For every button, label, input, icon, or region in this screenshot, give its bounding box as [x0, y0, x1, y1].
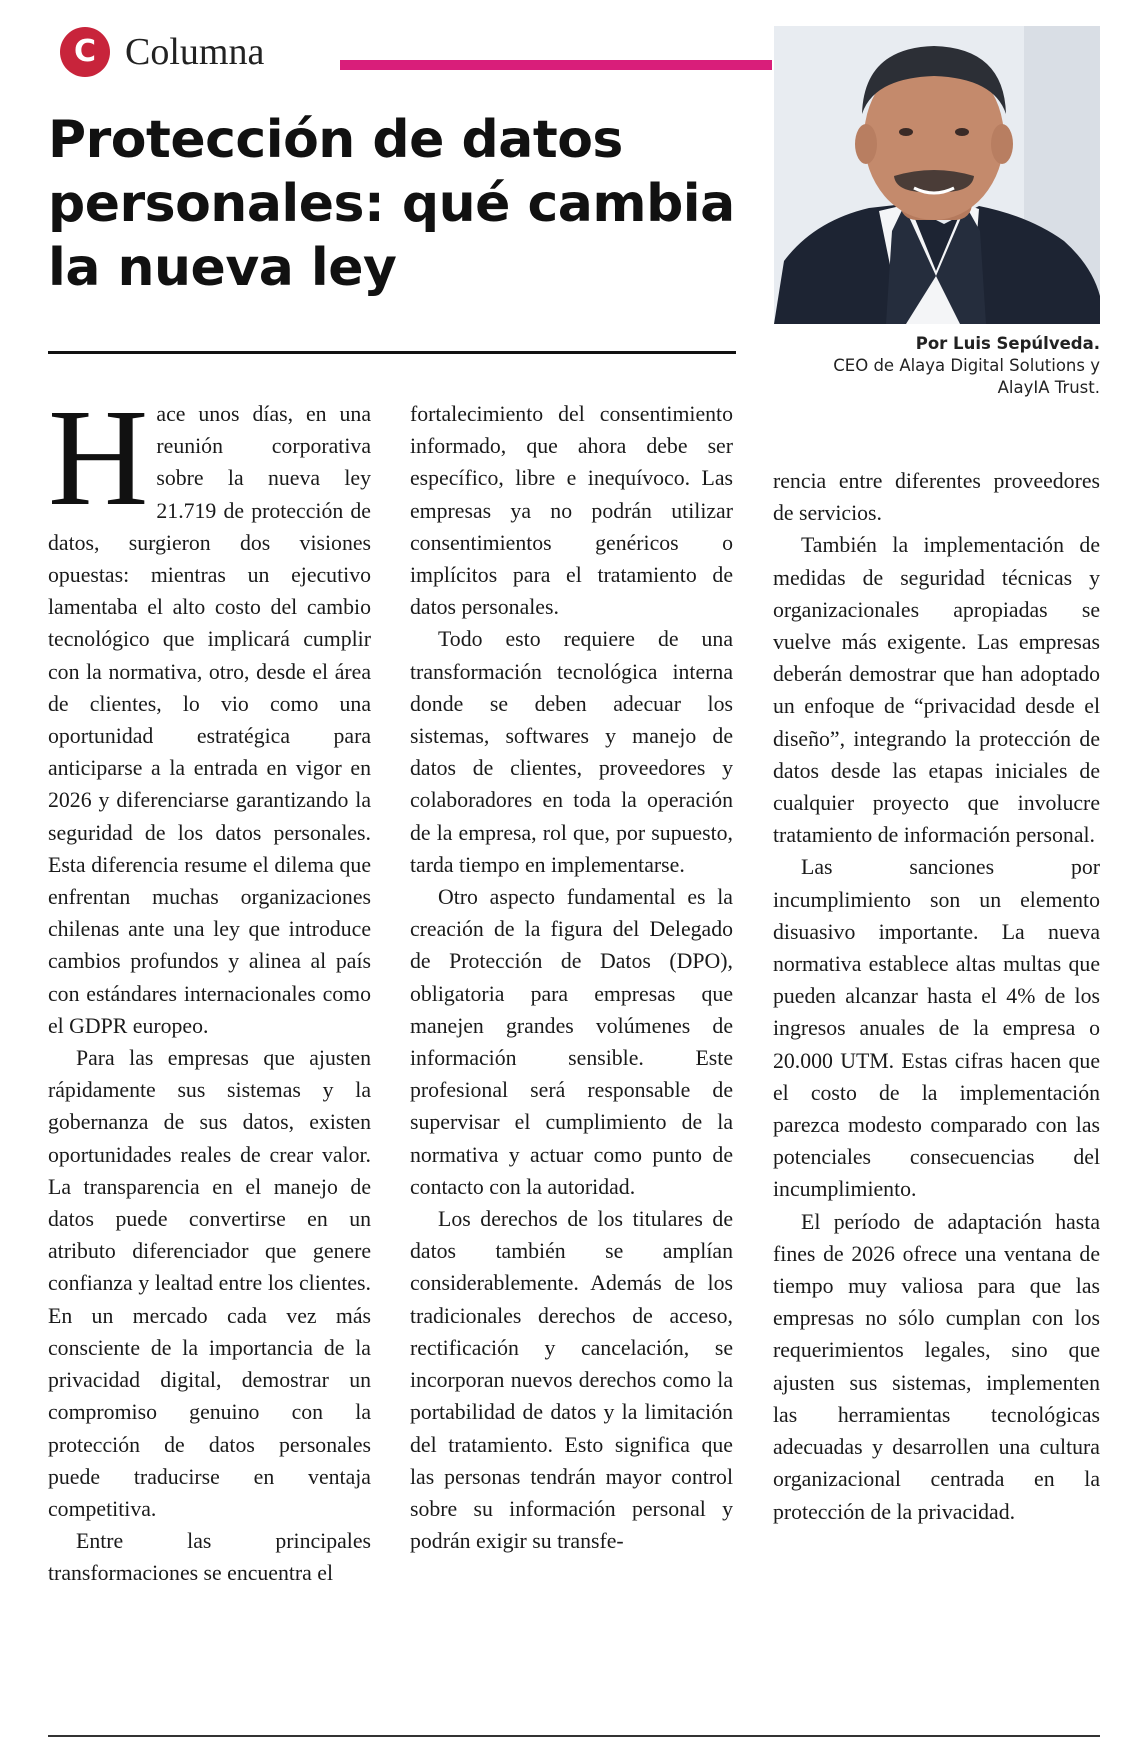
article-paragraph: También la implementación de medidas de seguridad técnicas y organizacionales apropiadas se vuelve más exigente. Las empresas deberán demostrar que han adoptado un enfoque de “privacidad desde el diseño”, integrando la protección de datos desde las etapas iniciales de cualquier proyecto que involucre tratamiento de información personal.	[773, 533, 1100, 848]
article-paragraph: Para las empresas que ajusten rápidamente sus sistemas y la gobernanza de sus datos, existen oportunidades reales de crear valor. La transparencia en el manejo de datos puede convertirse en un atributo diferenciador que genere confianza y lealtad entre los clientes. En un mercado cada vez más consciente de la importancia de la privacidad digital, demostrar un compromiso genuino con la protección de datos personales puede traducirse en ventaja competitiva.	[48, 1046, 371, 1521]
article-paragraph: Los derechos de los titulares de datos también se amplían considerablemente. Además de los tradicionales derechos de acceso, rectificación y cancelación, se incorporan nuevos derechos como la portabilidad de datos y la limitación del tratamiento. Esto significa que las personas tendrán mayor control sobre su información personal y podrán exigir su transfe-	[410, 1207, 733, 1554]
byline-role: CEO de Alaya Digital Solutions y AlayIA Trust.	[833, 356, 1100, 397]
section-label: Columna	[125, 31, 265, 73]
article-column-2	[410, 398, 733, 1557]
byline-author: Por Luis Sepúlveda.	[915, 334, 1100, 353]
article-paragraph: fortalecimiento del consentimiento informado, que ahora debe ser específico, libre e inequívoco. Las empresas ya no podrán utilizar consentimientos genéricos o implícitos para el tratamiento de datos personales.	[410, 402, 733, 620]
byline	[780, 333, 1100, 399]
article-paragraph: Las sanciones por incumplimiento son un elemento disuasivo importante. La nueva normativa establece altas multas que pueden alcanzar hasta el 4% de los ingresos anuales de la empresa o 20.000 UTM. Estas cifras hacen que el costo de la implementación parezca modesto comparado con las potenciales consecuencias del incumplimiento.	[773, 855, 1100, 1202]
article-paragraph: El período de adaptación hasta fines de 2026 ofrece una ventana de tiempo muy valiosa para que las empresas no sólo cumplan con los requerimientos legales, sino que ajusten sus sistemas, implementen las herramientas tecnológicas adecuadas y desarrollen una cultura organizacional centrada en la protección de la privacidad.	[773, 1209, 1100, 1524]
headline-divider	[48, 351, 736, 354]
bottom-divider	[48, 1735, 1100, 1737]
author-photo	[774, 26, 1100, 324]
article-column-1	[48, 381, 371, 1590]
section-badge-icon: C	[60, 27, 110, 77]
article-paragraph: Entre las principales transformaciones se encuentra el	[48, 1529, 371, 1586]
headline: Protección de datos personales: qué cambia la nueva ley	[48, 110, 735, 298]
section-accent-bar	[340, 60, 772, 70]
article-paragraph: Otro aspecto fundamental es la creación de la figura del Delegado de Protección de Datos (DPO), obligatoria para empresas que manejen grandes volúmenes de información sensible. Este profesional será responsable de supervisar el cumplimiento de la normativa y actuar como punto de contacto con la autoridad.	[410, 885, 733, 1199]
article-paragraph: Hace unos días, en una reunión corporativa sobre la nueva ley 21.719 de protección de datos, surgieron dos visiones opuestas: mientras un ejecutivo lamentaba el alto costo del cambio tecnológico que implicará cumplir con la normativa, otro, desde el área de clientes, lo vio como una oportunidad estratégica para anticiparse a la entrada en vigor en 2026 y diferenciarse garantizando la seguridad de los datos personales. Esta diferencia resume el dilema que enfrentan muchas organizaciones chilenas ante una ley que introduce cambios profundos y alinea al país con estándares internacionales como el GDPR europeo.	[48, 381, 371, 1038]
drop-cap: H	[48, 381, 149, 535]
article-paragraph: rencia entre diferentes proveedores de servicios.	[773, 469, 1100, 526]
article-paragraph: Todo esto requiere de una transformación tecnológica interna donde se deben adecuar los sistemas, softwares y manejo de datos de clientes, proveedores y colaboradores en toda la operación de la empresa, rol que, por supuesto, tarda tiempo en implementarse.	[410, 627, 733, 877]
section-header	[60, 22, 780, 82]
article-column-3	[773, 465, 1100, 1528]
author-portrait-icon	[774, 26, 1100, 324]
